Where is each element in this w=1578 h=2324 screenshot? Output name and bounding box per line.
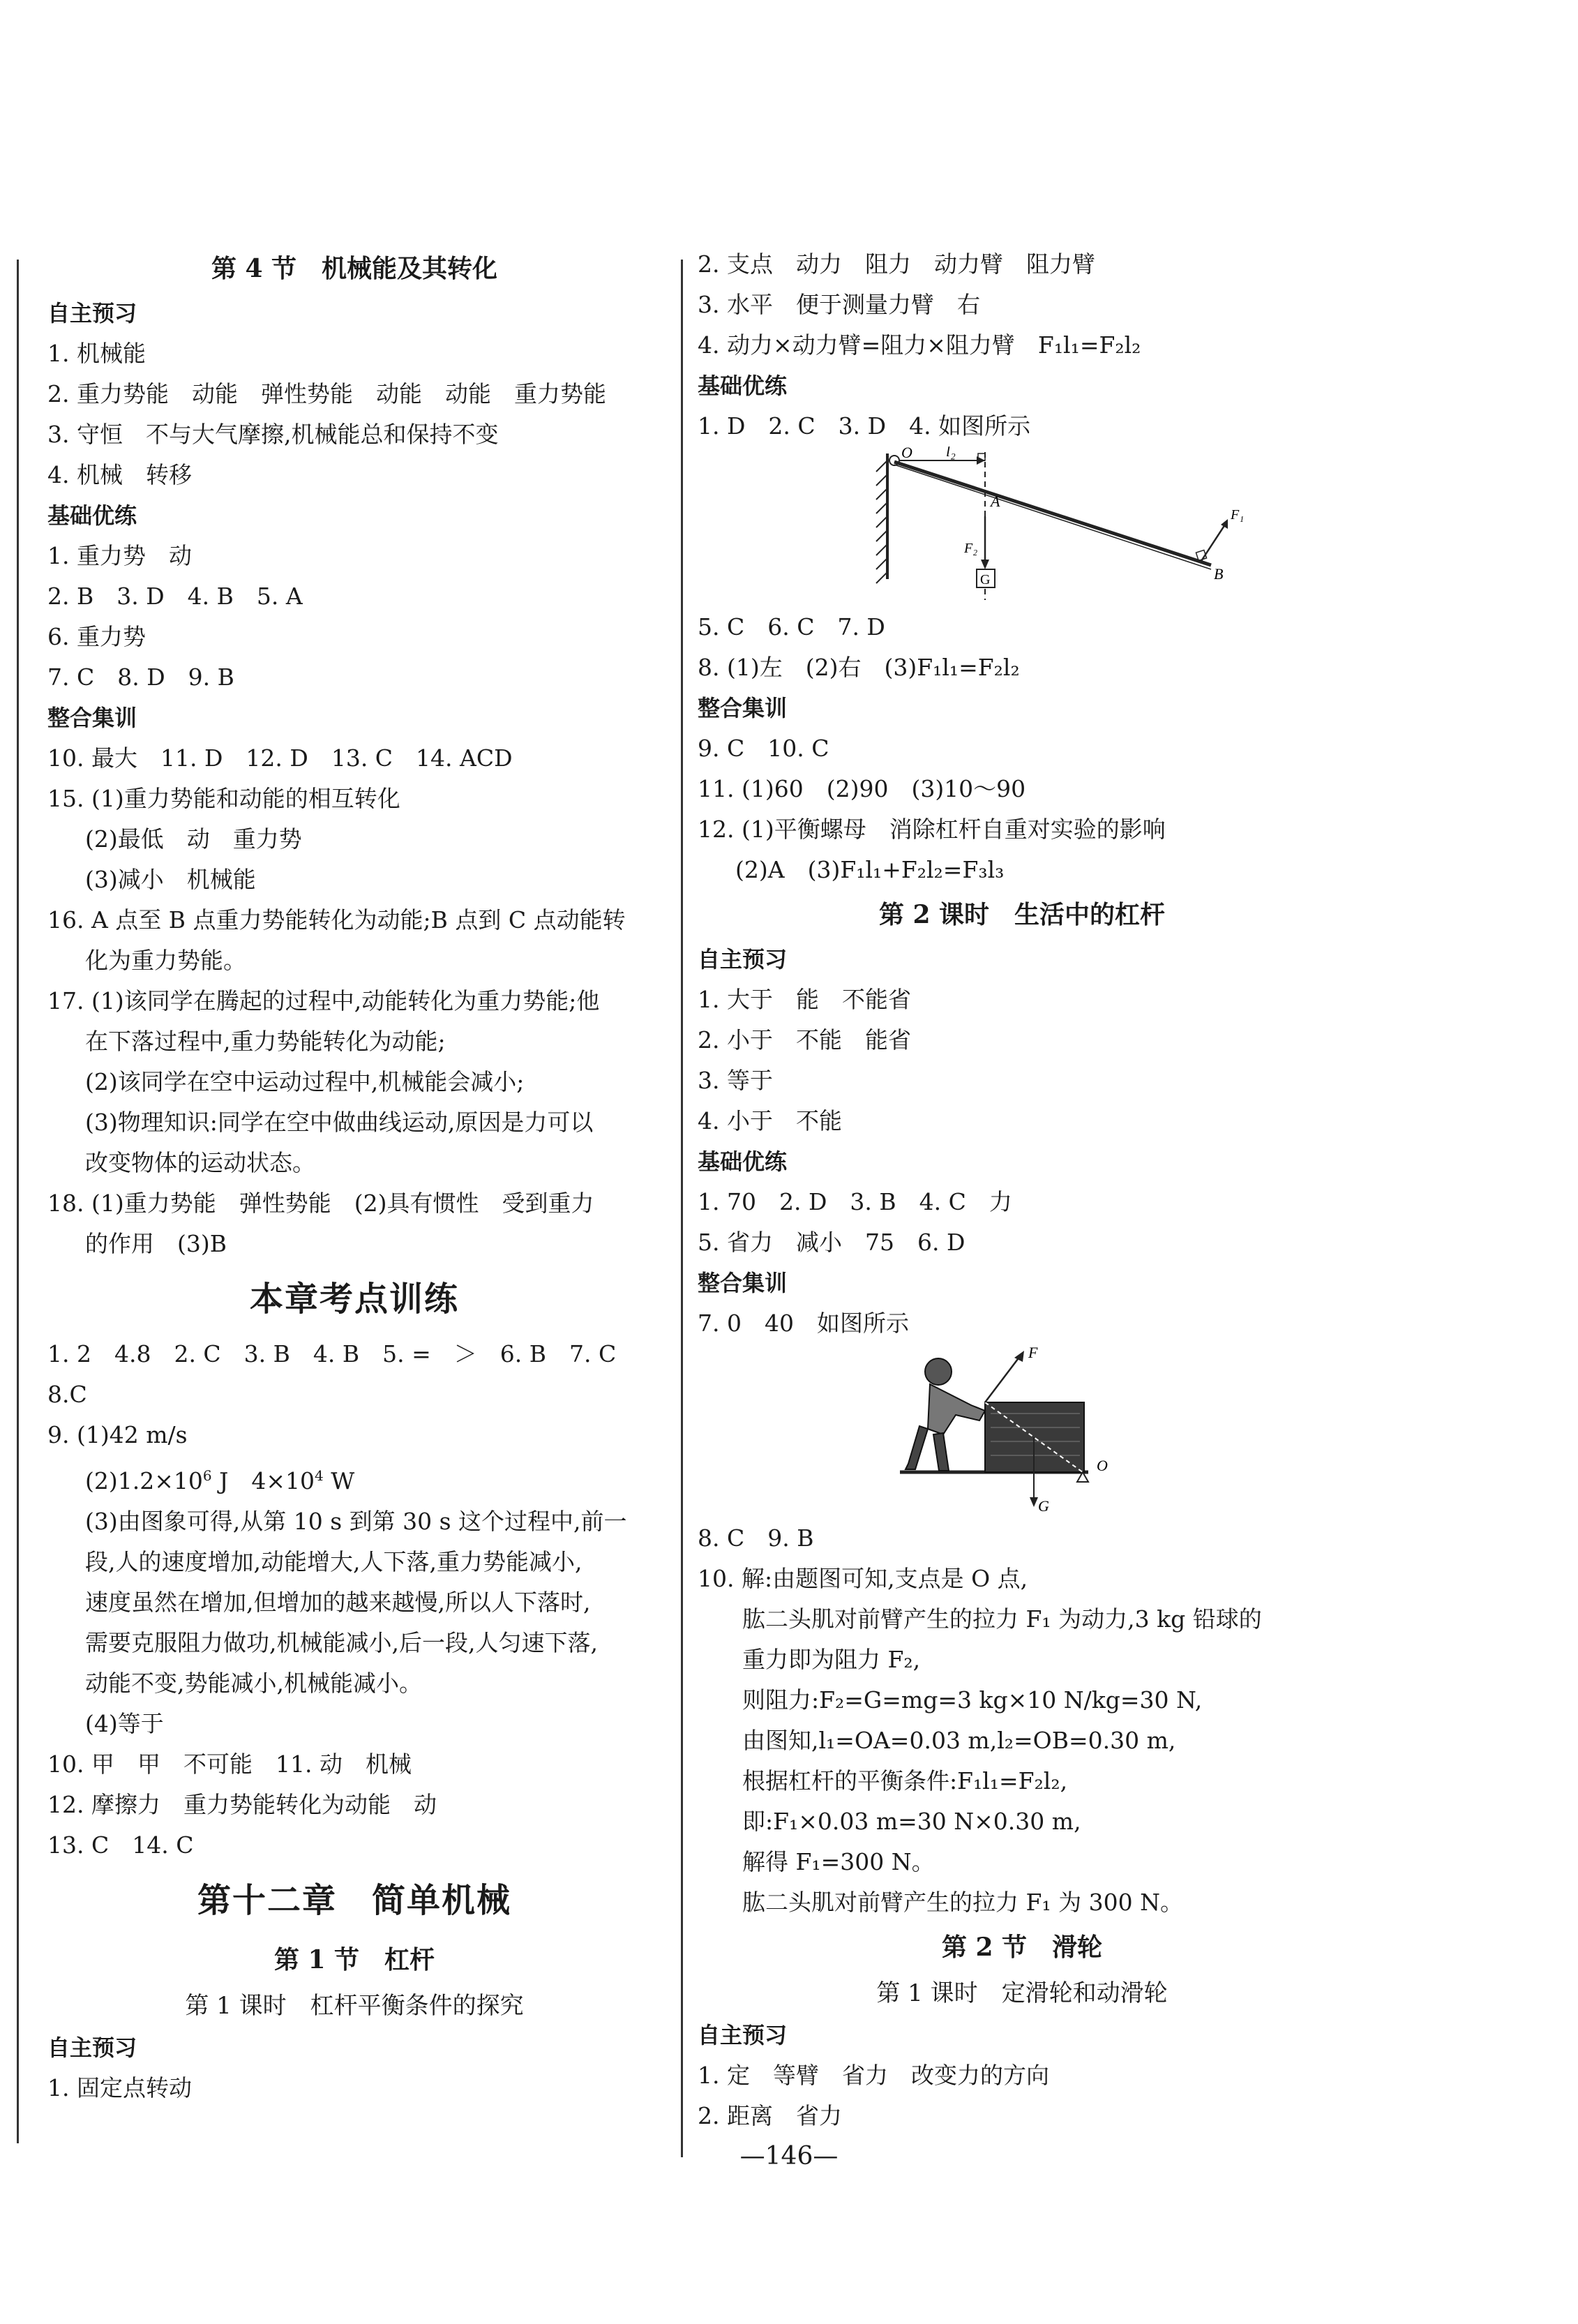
answer-line: 10. 最大 11. D 12. D 13. C 14. ACD — [47, 744, 513, 772]
page-number: —146— — [739, 2142, 839, 2171]
lever-bar — [894, 462, 1211, 565]
answer-line: 8. (1)左 (2)右 (3)F₁l₁=F₂l₂ — [698, 654, 1020, 681]
answer-line: 17. (1)该同学在腾起的过程中,动能转化为重力势能;他 — [47, 987, 600, 1014]
answer-line: 肱二头肌对前臂产生的拉力 F₁ 为动力,3 kg 铅球的 — [742, 1605, 1262, 1633]
answer-line: (3)由图象可得,从第 10 s 到第 30 s 这个过程中,前一 — [85, 1508, 627, 1535]
answer-line: 1. 定 等臂 省力 改变力的方向 — [698, 2062, 1049, 2089]
label-G: G — [1038, 1497, 1049, 1515]
f1-arrow — [1201, 525, 1225, 561]
subsection-heading: 整合集训 — [698, 1270, 788, 1296]
section-title: 第 4 节 机械能及其转化 — [211, 254, 498, 283]
answer-line: 7. C 8. D 9. B — [47, 664, 234, 691]
answer-line: 由图知,l₁=OA=0.03 m,l₂=OB=0.30 m, — [742, 1727, 1176, 1754]
label-O: O — [1097, 1457, 1108, 1474]
label-F2: F₂ — [964, 541, 978, 556]
push-box-diagram — [698, 1344, 1346, 1518]
subsection-heading: 自主预习 — [47, 300, 137, 327]
right-column — [698, 244, 1346, 2136]
wall-hatching — [876, 460, 887, 583]
answer-line — [47, 1455, 661, 1501]
answer-line: 1. 机械能 — [47, 340, 146, 367]
chapter-title: 第十二章 简单机械 — [197, 1881, 511, 1920]
answer-line: 则阻力:F₂=G=mg=3 kg×10 N/kg=30 N, — [742, 1686, 1203, 1714]
answer-line: (3)物理知识:同学在空中做曲线运动,原因是力可以 — [85, 1109, 594, 1136]
label-O: O — [901, 447, 912, 461]
answer-line: (2)最低 动 重力势 — [85, 825, 302, 853]
label-A: A — [991, 493, 1000, 510]
answer-line: 速度虽然在增加,但增加的越来越慢,所以人下落时, — [85, 1589, 591, 1616]
f-arrow — [985, 1356, 1020, 1402]
lesson-title: 第 1 课时 定滑轮和动滑轮 — [876, 1979, 1168, 2007]
answer-line: 10. 甲 甲 不可能 11. 动 机械 — [47, 1751, 412, 1778]
answer-line: 1. 固定点转动 — [47, 2074, 192, 2101]
answer-line: 根据杠杆的平衡条件:F₁l₁=F₂l₂, — [742, 1767, 1068, 1794]
left-column — [47, 244, 661, 2108]
answer-line: (4)等于 — [85, 1710, 164, 1737]
answer-line: 肱二头肌对前臂产生的拉力 F₁ 为 300 N。 — [742, 1889, 1183, 1916]
label-F1: F₁ — [1231, 507, 1245, 523]
answer-line: 5. C 6. C 7. D — [698, 613, 885, 640]
answer-line: 6. 重力势 — [47, 623, 146, 650]
answer-line: 即:F₁×0.03 m=30 N×0.30 m, — [742, 1808, 1081, 1835]
label-l2: l₂ — [946, 447, 956, 460]
person-figure — [906, 1358, 985, 1471]
answer-line: (2)该同学在空中运动过程中,机械能会减小; — [85, 1068, 525, 1095]
answer-line: 段,人的速度增加,动能增大,人下落,重力势能减小, — [85, 1548, 583, 1575]
formula-part: (2)1.2×10 — [85, 1467, 203, 1494]
answer-line: 在下落过程中,重力势能转化为动能; — [85, 1028, 446, 1055]
answer-line: 12. 摩擦力 重力势能转化为动能 动 — [47, 1791, 437, 1818]
answer-line: (3)减小 机械能 — [85, 866, 256, 893]
answer-line: 15. (1)重力势能和动能的相互转化 — [47, 785, 400, 812]
answer-line: 7. 0 40 如图所示 — [698, 1310, 909, 1337]
label-G: G — [980, 572, 991, 587]
answer-line: 1. D 2. C 3. D 4. 如图所示 — [698, 412, 1031, 440]
answer-line: 1. 重力势 动 — [47, 542, 192, 569]
answer-line: 3. 等于 — [698, 1067, 773, 1094]
answer-line: 5. 省力 减小 75 6. D — [698, 1229, 965, 1256]
subsection-heading: 整合集训 — [47, 705, 137, 731]
formula-part: J 4×10 — [211, 1467, 315, 1494]
chapter-review-title: 本章考点训练 — [249, 1280, 459, 1319]
subsection-heading: 基础优练 — [698, 1148, 788, 1175]
answer-line: 需要克服阻力做功,机械能减小,后一段,人匀速下落, — [85, 1629, 598, 1656]
answer-line: 改变物体的运动状态。 — [85, 1149, 315, 1176]
push-box-diagram-svg — [698, 1344, 1346, 1518]
subsection-heading: 基础优练 — [47, 502, 137, 529]
answer-line: 13. C 14. C — [47, 1831, 194, 1859]
answer-line: 4. 机械 转移 — [47, 461, 192, 488]
answer-line: 1. 70 2. D 3. B 4. C 力 — [698, 1188, 1012, 1215]
answer-line: 2. B 3. D 4. B 5. A — [47, 583, 303, 610]
answer-line: 9. (1)42 m/s — [47, 1421, 188, 1448]
lesson-title: 第 1 课时 杠杆平衡条件的探究 — [185, 1992, 524, 2020]
answer-line: (2)A (3)F₁l₁+F₂l₂=F₃l₃ — [735, 856, 1005, 883]
answer-line: 9. C 10. C — [698, 735, 829, 762]
answer-line: 2. 小于 不能 能省 — [698, 1026, 911, 1054]
subsection-heading: 自主预习 — [47, 2034, 137, 2061]
answer-line: 2. 重力势能 动能 弹性势能 动能 动能 重力势能 — [47, 380, 606, 407]
label-F: F — [1028, 1344, 1038, 1361]
answer-line: 12. (1)平衡螺母 消除杠杆自重对实验的影响 — [698, 816, 1166, 843]
answer-line: 11. (1)60 (2)90 (3)10～90 — [698, 775, 1026, 802]
answer-line: 解得 F₁=300 N。 — [742, 1848, 935, 1875]
answer-line: 的作用 (3)B — [85, 1230, 227, 1257]
answer-line: 重力即为阻力 F₂, — [742, 1646, 921, 1673]
exponent: 4 — [314, 1467, 324, 1484]
subsection-heading: 基础优练 — [698, 373, 788, 399]
answer-line: 4. 小于 不能 — [698, 1107, 842, 1134]
lever-diagram — [698, 447, 1346, 607]
answer-line: 化为重力势能。 — [85, 947, 246, 974]
answer-line: 2. 距离 省力 — [698, 2102, 842, 2129]
answer-line: 16. A 点至 B 点重力势能转化为动能;B 点到 C 点动能转 — [47, 906, 626, 934]
formula-part: W — [323, 1467, 355, 1494]
lever-diagram-svg — [698, 447, 1346, 607]
answer-line: 3. 守恒 不与大气摩擦,机械能总和保持不变 — [47, 421, 499, 448]
column-divider — [681, 260, 683, 2157]
answer-line: 3. 水平 便于测量力臂 右 — [698, 291, 980, 318]
answer-line: 8.C — [47, 1381, 87, 1408]
section-title: 第 1 节 杠杆 — [273, 1945, 435, 1974]
label-B: B — [1214, 565, 1224, 583]
answer-line: 动能不变,势能减小,机械能减小。 — [85, 1670, 422, 1697]
answer-line: 2. 支点 动力 阻力 动力臂 阻力臂 — [698, 250, 1095, 278]
exponent: 6 — [202, 1467, 212, 1484]
answer-line: 1. 大于 能 不能省 — [698, 986, 911, 1013]
subsection-heading: 自主预习 — [698, 946, 788, 973]
subsection-heading: 整合集训 — [698, 695, 788, 721]
answer-line: 8. C 9. B — [698, 1524, 814, 1552]
answer-line: 1. 2 4.8 2. C 3. B 4. B 5. = ＞ 6. B 7. C — [47, 1340, 617, 1367]
answer-line: 18. (1)重力势能 弹性势能 (2)具有惯性 受到重力 — [47, 1190, 594, 1217]
section-title: 第 2 节 滑轮 — [941, 1933, 1103, 1962]
answer-line: 10. 解:由题图可知,支点是 O 点, — [698, 1565, 1028, 1592]
left-margin-rule — [17, 260, 19, 2143]
answer-line: 4. 动力×动力臂=阻力×阻力臂 F₁l₁=F₂l₂ — [698, 331, 1141, 359]
lesson-title: 第 2 课时 生活中的杠杆 — [878, 900, 1166, 929]
subsection-heading: 自主预习 — [698, 2022, 788, 2048]
